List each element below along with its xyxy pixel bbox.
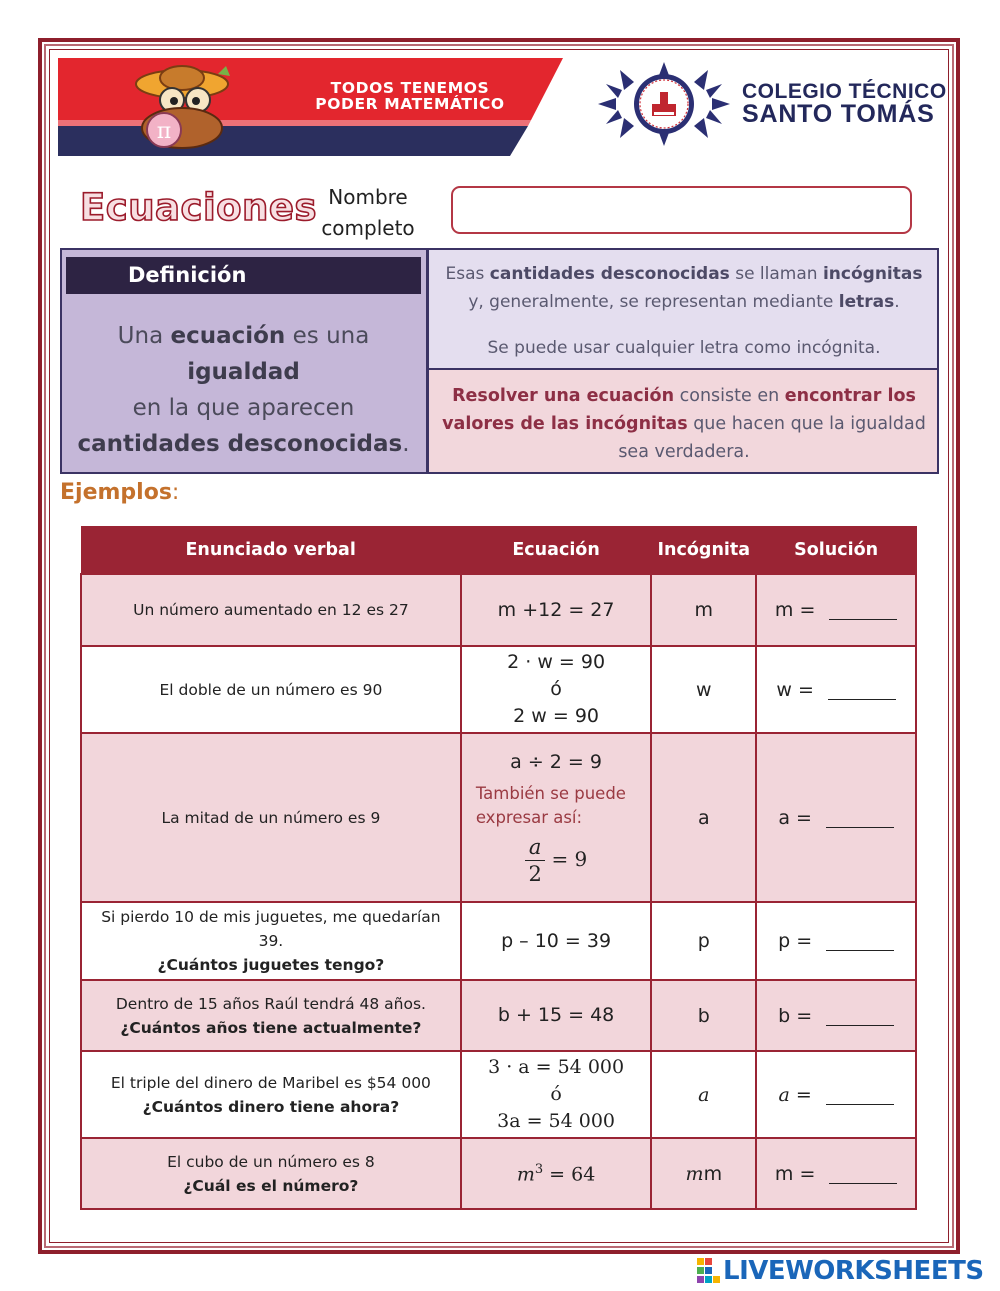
name-field-label <box>313 182 423 244</box>
solution-blank-input[interactable] <box>828 686 896 700</box>
equation-cell <box>461 733 652 902</box>
resolver-text-1: consiste en <box>674 386 785 406</box>
statement-text: El cubo de un número es 8 <box>167 1152 375 1171</box>
page-title: Ecuaciones <box>80 186 318 229</box>
resolver-info-box <box>427 368 939 474</box>
table-header-row <box>81 526 916 574</box>
def-text-1: Una <box>117 323 171 349</box>
header-solucion: Solución <box>756 526 916 574</box>
solution-label: a = <box>778 1083 812 1106</box>
statement-cell <box>81 1051 461 1138</box>
statement-cell <box>81 1138 461 1209</box>
header-enunciado: Enunciado verbal <box>81 526 461 574</box>
table-row <box>81 574 916 646</box>
equation-or: ó <box>550 1083 562 1105</box>
equation-base: m <box>516 1163 535 1186</box>
info-bold-incognitas: incógnitas <box>822 264 923 284</box>
equation-cell <box>461 574 652 646</box>
definition-text <box>66 318 421 462</box>
name-label-line1: Nombre <box>328 185 408 209</box>
unknown-cell: p <box>651 902 756 980</box>
table-row <box>81 1138 916 1209</box>
info-text-3: y, generalmente, se representan mediante <box>468 292 839 312</box>
equation-line: 3a = 54 000 <box>497 1110 616 1132</box>
table-row <box>81 1051 916 1138</box>
header-incognita: Incógnita <box>651 526 756 574</box>
definition-heading: Definición <box>66 257 421 294</box>
solution-label: w = <box>776 678 814 701</box>
name-label-line2: completo <box>321 216 415 240</box>
mascot-pi-icon <box>120 62 250 152</box>
equation-line: a ÷ 2 = 9 <box>510 750 602 773</box>
banner-slogan <box>270 80 550 112</box>
unknown-cell: a <box>651 733 756 902</box>
unknown-text: m <box>703 1162 723 1185</box>
solution-cell <box>756 574 916 646</box>
unknown-cell: w <box>651 646 756 733</box>
solution-cell <box>756 1138 916 1209</box>
solution-label: m = <box>774 1162 816 1185</box>
resolver-paragraph <box>437 382 931 466</box>
equation-or: ó <box>550 678 562 700</box>
table-row <box>81 902 916 980</box>
unknown-cell <box>651 1138 756 1209</box>
solution-blank-input[interactable] <box>829 1170 897 1184</box>
def-bold-ecuacion: ecuación <box>170 323 286 349</box>
resolver-text-2: que hacen que la igualdad sea verdadera. <box>618 414 926 462</box>
solution-blank-input[interactable] <box>829 606 897 620</box>
school-crest-icon <box>598 62 730 146</box>
equation-exponent: 3 <box>534 1161 544 1177</box>
equation-line: 3 · a = 54 000 <box>488 1056 625 1078</box>
solution-cell <box>756 980 916 1051</box>
fraction-rhs: = 9 <box>551 846 588 871</box>
def-text-2: es una <box>285 323 370 349</box>
table-row <box>81 733 916 902</box>
def-bold-igualdad: igualdad <box>187 359 300 385</box>
statement-text: Dentro de 15 años Raúl tendrá 48 años. <box>115 994 426 1013</box>
header-ecuacion: Ecuación <box>461 526 652 574</box>
solution-label: a = <box>778 806 812 829</box>
solution-cell <box>756 902 916 980</box>
alternative-hint: También se puede expresar así: <box>475 783 626 827</box>
liveworksheets-icon <box>697 1258 721 1284</box>
equation-cell <box>461 980 652 1051</box>
equation-line: b + 15 = 48 <box>497 1004 615 1026</box>
incognitas-paragraph <box>437 260 931 316</box>
table-row <box>81 646 916 733</box>
resolver-bold-1: Resolver una ecuación <box>452 386 675 406</box>
banner-slogan-line1: TODOS TENEMOS <box>330 79 490 97</box>
full-name-input[interactable] <box>451 186 912 234</box>
fraction-equation <box>468 834 645 887</box>
examples-label: Ejemplos <box>60 480 172 505</box>
unknown-cell: m <box>651 574 756 646</box>
school-name-line2: SANTO TOMÁS <box>742 100 935 128</box>
equation-line: m +12 = 27 <box>497 598 615 621</box>
statement-question: ¿Cuántos dinero tiene ahora? <box>142 1097 400 1116</box>
solution-blank-input[interactable] <box>826 1091 894 1105</box>
def-text-4: . <box>402 431 410 457</box>
def-text-3: en la que aparecen <box>132 395 355 421</box>
solution-blank-input[interactable] <box>826 937 894 951</box>
unknown-cell: a <box>651 1051 756 1138</box>
solution-label: p = <box>778 930 813 952</box>
school-name-line1: COLEGIO TÉCNICO <box>742 80 947 103</box>
school-name <box>742 80 947 126</box>
solution-label: b = <box>778 1004 813 1027</box>
svg-text:π: π <box>156 119 172 144</box>
statement-cell <box>81 980 461 1051</box>
solution-cell <box>756 1051 916 1138</box>
fraction-denominator: 2 <box>528 861 542 886</box>
info-text-2: se llaman <box>729 264 823 284</box>
solution-cell <box>756 646 916 733</box>
equation-cell <box>461 902 652 980</box>
statement-question: ¿Cuántos juguetes tengo? <box>157 956 385 974</box>
info-text-4: . <box>894 292 900 312</box>
statement-cell: Un número aumentado en 12 es 27 <box>81 574 461 646</box>
equation-cell <box>461 1138 652 1209</box>
solution-blank-input[interactable] <box>826 1012 894 1026</box>
def-bold-cantidades: cantidades desconocidas <box>77 431 403 457</box>
table-row <box>81 980 916 1051</box>
examples-heading <box>60 480 179 505</box>
solution-blank-input[interactable] <box>826 814 894 828</box>
statement-cell <box>81 902 461 980</box>
solution-label: m = <box>774 599 816 621</box>
fraction-numerator: a <box>525 834 546 861</box>
statement-question: ¿Cuál es el número? <box>183 1176 359 1195</box>
statement-question: ¿Cuántos años tiene actualmente? <box>120 1018 422 1037</box>
unknown-cell: b <box>651 980 756 1051</box>
info-bold-letras: letras <box>838 292 895 312</box>
solution-cell <box>756 733 916 902</box>
equation-cell <box>461 646 652 733</box>
info-text-1: Esas <box>445 264 490 284</box>
info-bold-cantidades: cantidades desconocidas <box>489 264 730 284</box>
equation-line: 2 w = 90 <box>513 705 599 727</box>
fraction <box>525 834 546 887</box>
any-letter-note: Se puede usar cualquier letra como incógnita. <box>487 338 881 358</box>
equation-line: p – 10 = 39 <box>501 929 612 952</box>
statement-text: El triple del dinero de Maribel es $54 000 <box>110 1073 431 1092</box>
equation-cell <box>461 1051 652 1138</box>
examples-colon: : <box>171 480 180 505</box>
equation-rhs: = 64 <box>543 1163 596 1186</box>
statement-cell: La mitad de un número es 9 <box>81 733 461 902</box>
equation-line: 2 · w = 90 <box>507 651 606 673</box>
incognitas-info-box <box>427 248 939 370</box>
resolver-bold-2: encontrar los valores de las incógnitas <box>442 386 916 434</box>
examples-table <box>80 526 917 1210</box>
statement-text: Si pierdo 10 de mis juguetes, me quedarían 39. <box>101 908 441 950</box>
statement-cell: El doble de un número es 90 <box>81 646 461 733</box>
liveworksheets-wordmark: LIVEWORKSHEETS <box>723 1256 984 1286</box>
banner-slogan-line2: PODER MATEMÁTICO <box>315 95 505 113</box>
unknown-math: m <box>685 1162 704 1185</box>
